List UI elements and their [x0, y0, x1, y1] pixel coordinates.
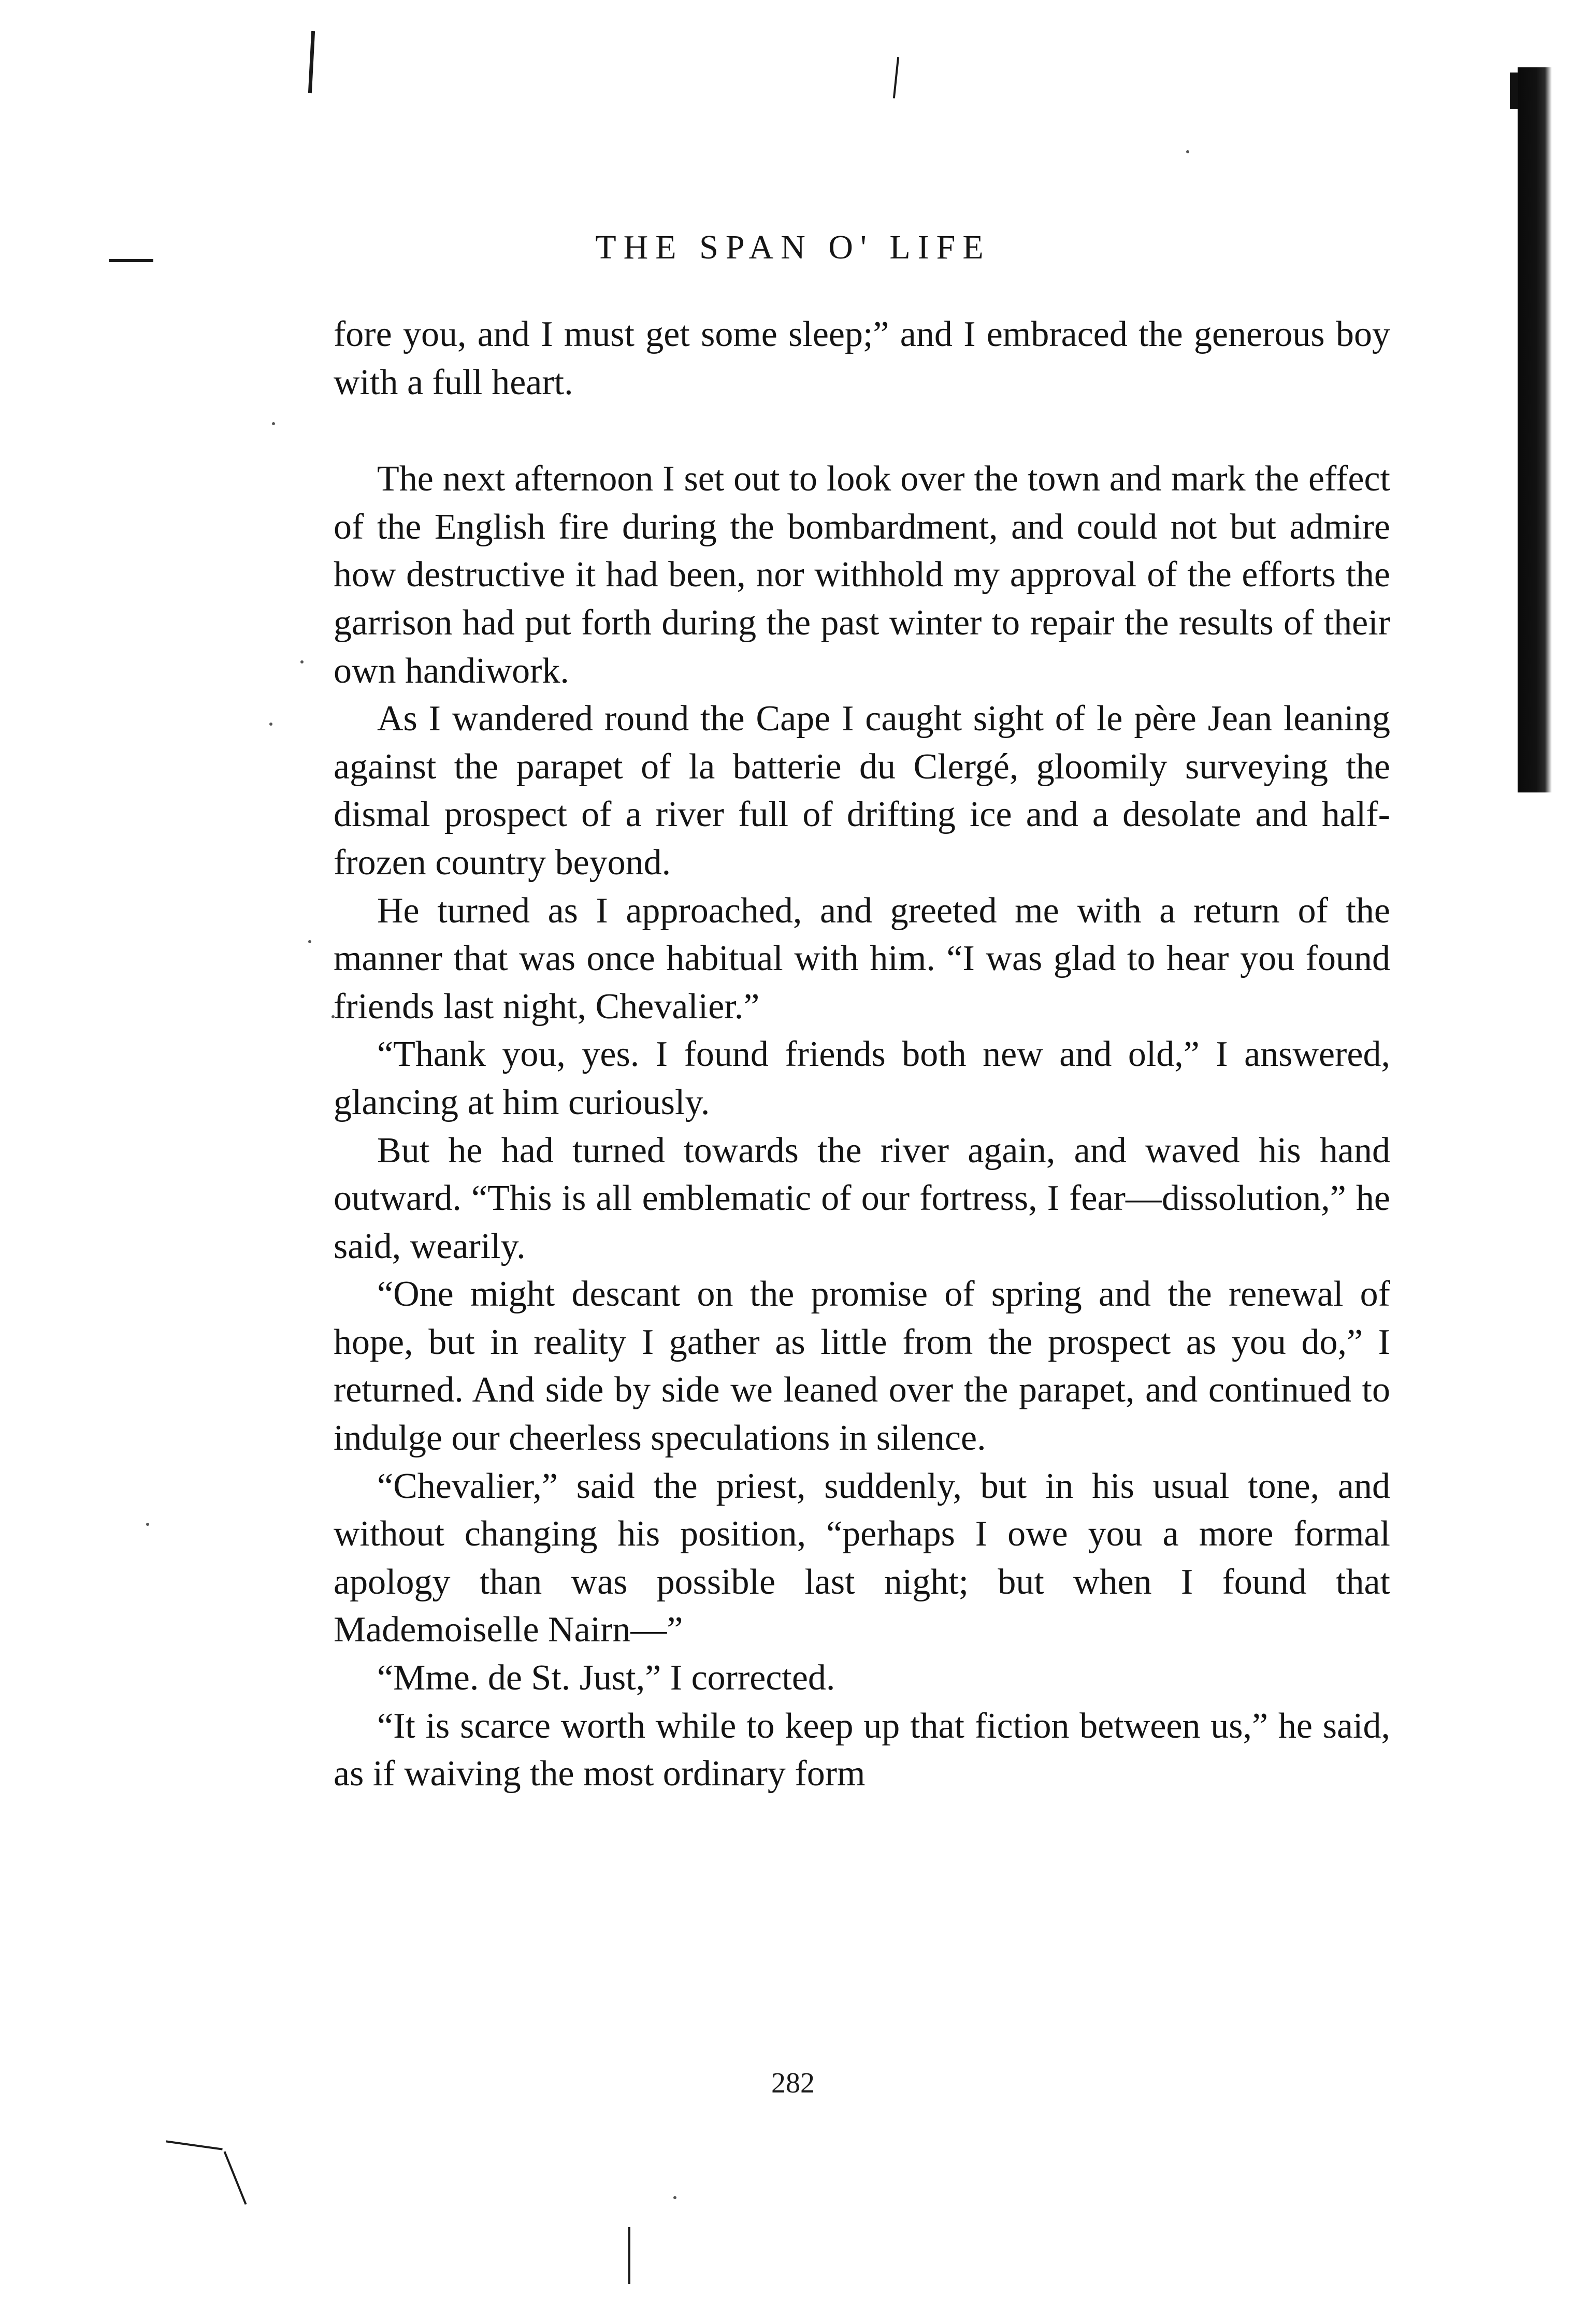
paragraph: He turned as I approached, and greeted me with a return of the manner that was once habitual with him. “I was glad to hear you found friends last night, Chevalier.”: [334, 890, 1390, 1027]
paragraph: fore you, and I must get some sleep;” and I embraced the generous boy with a full heart.: [334, 314, 1390, 402]
page-edge-shadow: [1518, 67, 1552, 792]
paragraph: As I wandered round the Cape I caught sight of le père Jean leaning against the parapet of la batterie du Clergé, gloomily surveying the dismal prospect of a river full of drifting ice and a desolate and half-frozen country beyond.: [334, 699, 1390, 883]
speck: [300, 660, 304, 663]
paragraph: “Chevalier,” said the priest, suddenly, but in his usual tone, and without changing his position, “perhaps I owe you a more formal apology than was possible last night; but when I found that Mademoiselle Nairn—”: [334, 1466, 1390, 1650]
paragraph: But he had turned towards the river again, and waved his hand outward. “This is all emblematic of our fortress, I fear—dissolution,” he said, wearily.: [334, 1130, 1390, 1266]
speck: [1186, 150, 1189, 153]
paragraph: “One might descant on the promise of spring and the renewal of hope, but in reality I gather as little from the prospect as you do,” I returned. And side by side we leaned over the parapet, and continued to indulge our cheerless speculations in silence.: [334, 1274, 1390, 1459]
paragraph: The next afternoon I set out to look over the town and mark the effect of the English fire during the bombardment, and could not but admire how destructive it had been, nor withhold my approval of the efforts the garrison had put forth during the past winter to repair the results of their own handiwork.: [334, 459, 1390, 691]
speck: [272, 422, 275, 425]
paragraph: “It is scarce worth while to keep up that fiction between us,” he said, as if waiving the most ordinary form: [334, 1706, 1390, 1794]
margin-mark: [308, 31, 315, 93]
paragraph: “Thank you, yes. I found friends both new and old,” I answered, glancing at him curiously.: [334, 1034, 1390, 1122]
running-head: THE SPAN O' LIFE: [595, 228, 991, 266]
body-text: [334, 311, 1390, 1798]
margin-mark: [224, 2151, 247, 2204]
paragraph: “Mme. de St. Just,” I corrected.: [377, 1658, 835, 1698]
margin-mark: [166, 2140, 222, 2150]
margin-mark: [893, 57, 899, 98]
page-number: 282: [771, 2067, 815, 2099]
speck: [673, 2196, 676, 2199]
margin-mark: [628, 2227, 630, 2284]
speck: [308, 940, 311, 943]
speck: [146, 1523, 149, 1526]
speck: [269, 723, 272, 726]
page-edge-notch: [1510, 73, 1518, 109]
